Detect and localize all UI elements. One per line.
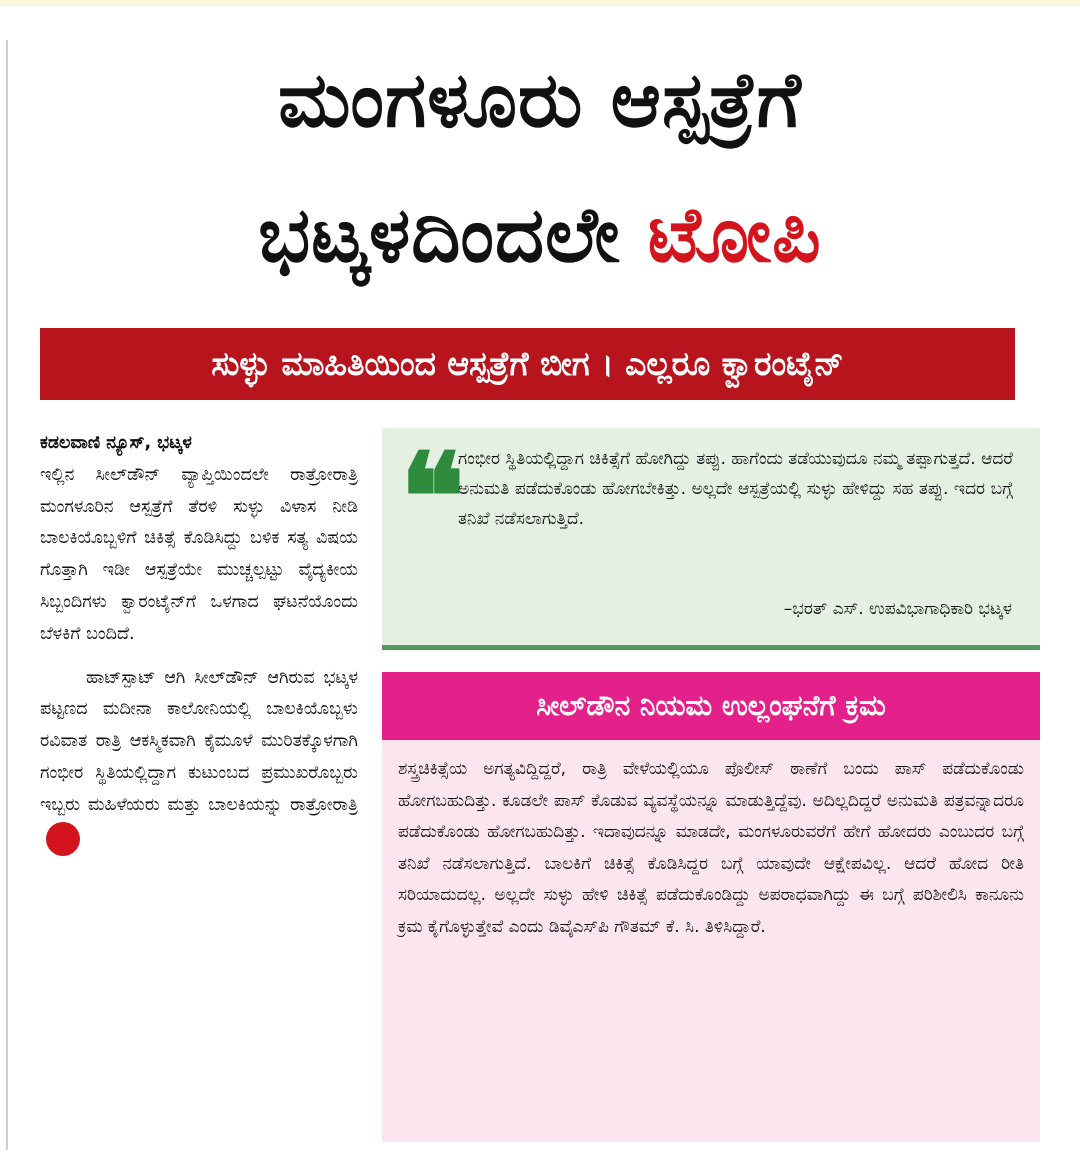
sidebar-box-paragraph: ಶಸ್ತ್ರಚಿಕಿತ್ಸೆಯ ಅಗತ್ಯವಿದ್ದಿದ್ದರೆ, ರಾತ್ರಿ ವೇಳೆಯಲ್ಲಿಯೂ ಪೊಲೀಸ್ ಠಾಣೆಗೆ ಬಂದು ಪಾಸ್ ಪಡೆದುಕೊಂಡು ಹೋಗಬಹುದಿತ್ತು. ಕೂಡಲೇ ಪಾಸ್ ಕೊಡುವ ವ್ಯವಸ್ಥೆಯನ್ನೂ ಮಾಡುತ್ತಿದ್ದೆವು. ಅದಿಲ್ಲದಿದ್ದರೆ ಅನುಮತಿ ಪತ್ರವನ್ನಾದರೂ ಪಡೆದುಕೊಂಡು ಹೋಗಬಹುದಿತ್ತು. ಇದಾವುದನ್ನೂ ಮಾಡದೇ, ಮಂಗಳೂರುವರೆಗೆ ಹೇಗೆ ಹೋದರು ಎಂಬುದರ ಬಗ್ಗೆ ತನಿಖೆ ನಡೆಸಲಾಗುತ್ತಿದೆ. ಬಾಲಕಿಗೆ ಚಿಕಿತ್ಸೆ ಕೊಡಿಸಿದ್ದರ ಬಗ್ಗೆ ಯಾವುದೇ ಆಕ್ಷೇಪವಿಲ್ಲ. ಆದರೆ ಹೋದ ರೀತಿ ಸರಿಯಾದುದಲ್ಲ. ಅಲ್ಲದೇ ಸುಳ್ಳು ಹೇಳಿ ಚಿಕಿತ್ಸೆ ಪಡೆದುಕೊಂಡಿದ್ದು ಅಪರಾಧವಾಗಿದ್ದು ಈ ಬಗ್ಗೆ ಪರಿಶೀಲಿಸಿ ಕಾನೂನು ಕ್ರಮ ಕೈಗೊಳ್ಳುತ್ತೇವೆ ಎಂದು ಡಿವೈಎಸ್‌ಪಿ ಗೌತಮ್ ಕೆ. ಸಿ. ತಿಳಿಸಿದ್ದಾರೆ. xyxy=(398,759,1024,937)
headline-line-2 xyxy=(30,175,1050,295)
quote-mark-icon: ❝ xyxy=(400,427,465,568)
article-paragraph-1: ಇಲ್ಲಿನ ಸೀಲ್‌ಡೌನ್ ವ್ಯಾಪ್ತಿಯಿಂದಲೇ ರಾತ್ರೋರಾತ್ರಿ ಮಂಗಳೂರಿನ ಆಸ್ಪತ್ರೆಗೆ ತೆರಳಿ ಸುಳ್ಳು ವಿಳಾಸ ನೀಡಿ ಬಾಲಕಿಯೊಬ್ಬಳಿಗೆ ಚಿಕಿತ್ಸೆ ಕೊಡಿಸಿದ್ದು ಬಳಿಕ ಸತ್ಯ ವಿಷಯ ಗೊತ್ತಾಗಿ ಇಡೀ ಆಸ್ಪತ್ರೆಯೇ ಮುಚ್ಚಲ್ಪಟ್ಟು ವೈದ್ಯಕೀಯ ಸಿಬ್ಬಂದಿಗಳು ಕ್ವಾರಂಟೈನ್‌ಗೆ ಒಳಗಾದ ಘಟನೆಯೊಂದು ಬೆಳಕಿಗೆ ಬಂದಿದೆ. xyxy=(40,464,358,644)
headline-line-1 xyxy=(30,40,1050,160)
article-paragraph-2 xyxy=(40,663,358,856)
quote-author: –ಭರತ್ ಎಸ್. ಉಪವಿಭಾಗಾಧಿಕಾರಿ ಭಟ್ಕಳ xyxy=(783,599,1012,619)
subheadline-bar xyxy=(40,328,1015,400)
article-byline: ಕಡಲವಾಣಿ ನ್ಯೂಸ್, ಭಟ್ಕಳ xyxy=(40,433,192,453)
top-strip xyxy=(0,0,1080,6)
subheadline-text: ಸುಳ್ಳು ಮಾಹಿತಿಯಿಂದ ಆಸ್ಪತ್ರೆಗೆ ಬೀಗ । ಎಲ್ಲರೂ ಕ್ವಾರಂಟೈನ್ xyxy=(211,344,844,383)
page-divider xyxy=(6,40,8,1150)
sidebar-box-body xyxy=(382,740,1040,1142)
article-column xyxy=(40,428,358,856)
headline-line-2-text: ಭಟ್ಕಳದಿಂದಲೇ xyxy=(258,190,621,279)
sidebar-box-title xyxy=(382,672,1040,740)
sidebar-box-title-text: ಸೀಲ್‌ಡೌನ ನಿಯಮ ಉಲ್ಲಂಘನೆಗೆ ಕ್ರಮ xyxy=(536,689,886,722)
quote-body: ಗಂಭೀರ ಸ್ಥಿತಿಯಲ್ಲಿದ್ದಾಗ ಚಿಕಿತ್ಸೆಗೆ ಹೋಗಿದ್ದು ತಪ್ಪು. ಹಾಗೆಂದು ತಡೆಯುವುದೂ ನಮ್ಮ ತಪ್ಪಾಗುತ್ತದೆ. ಆದರೆ ಅನುಮತಿ ಪಡೆದುಕೊಂಡು ಹೋಗಬೇಕಿತ್ತು. ಅಲ್ಲದೇ ಆಸ್ಪತ್ರೆಯಲ್ಲಿ ಸುಳ್ಳು ಹೇಳಿದ್ದು ಸಹ ತಪ್ಪು. ಇದರ ಬಗ್ಗೆ ತನಿಖೆ ನಡೆಸಲಾಗುತ್ತಿದೆ. xyxy=(458,449,1013,529)
quote-text xyxy=(458,444,1013,534)
article-paragraph-2-text: ಹಾಟ್‌ಸ್ಪಾಟ್ ಆಗಿ ಸೀಲ್‌ಡೌನ್ ಆಗಿರುವ ಭಟ್ಕಳ ಪಟ್ಟಣದ ಮದೀನಾ ಕಾಲೋನಿಯಲ್ಲಿ ಬಾಲಕಿಯೊಬ್ಬಳು ರವಿವಾತ ರಾತ್ರಿ ಆಕಸ್ಮಿಕವಾಗಿ ಕೈಮೂಳೆ ಮುರಿತಕ್ಕೊಳಗಾಗಿ ಗಂಭೀರ ಸ್ಥಿತಿಯಲ್ಲಿದ್ದಾಗ ಕುಟುಂಬದ ಪ್ರಮುಖರೊಬ್ಬರು ಇಬ್ಬರು ಮಹಿಳೆಯರು ಮತ್ತು ಬಾಲಕಿಯನ್ನು ರಾತ್ರೋರಾತ್ರಿ xyxy=(40,667,358,815)
headline-line-1-text: ಮಂಗಳೂರು ಆಸ್ಪತ್ರೆಗೆ xyxy=(278,55,802,144)
continued-page-badge[interactable]: 3 xyxy=(46,822,80,856)
headline-highlight: ಟೋಪಿ xyxy=(647,190,822,279)
quote-box xyxy=(382,428,1040,650)
